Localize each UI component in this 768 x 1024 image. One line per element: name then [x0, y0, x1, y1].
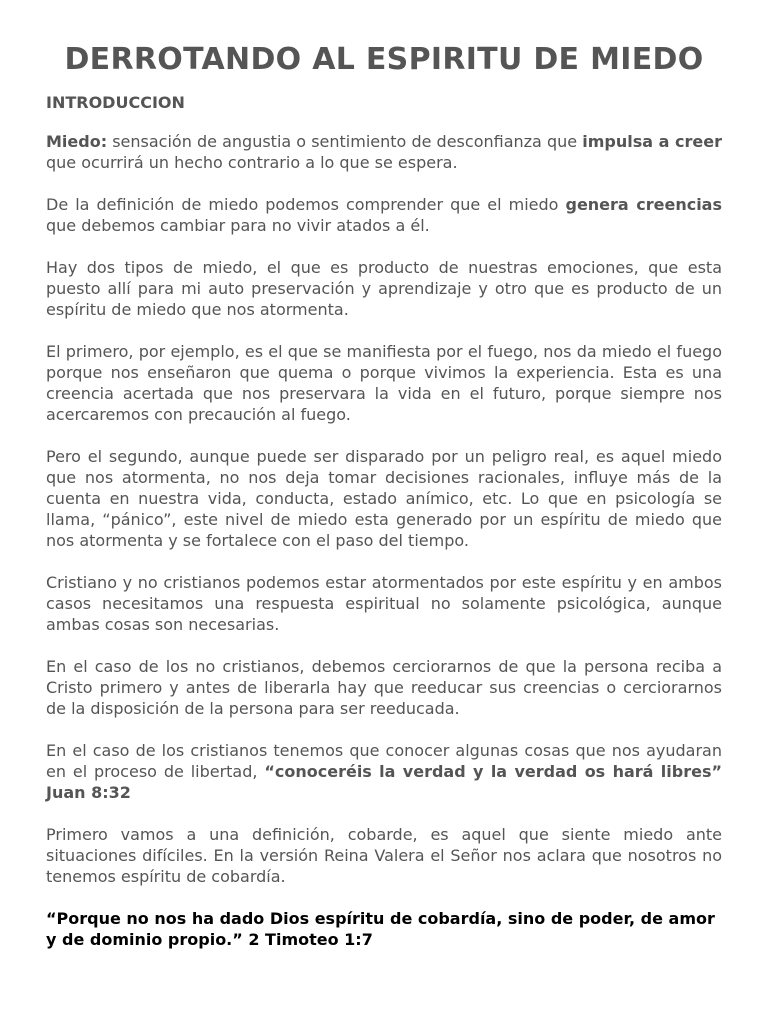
creencias-text-b: que debemos cambiar para no vivir atados a él.: [46, 216, 430, 235]
paragraph-definition: [46, 131, 722, 173]
paragraph-libertad: [46, 740, 722, 803]
paragraph-cobarde: Primero vamos a una definición, cobarde, es aquel que siente miedo ante situaciones difíciles. En la versión Reina Valera el Señor nos aclara que nosotros no tenemos espíritu de cobardía.: [46, 825, 722, 886]
creencias-text-a: De la definición de miedo podemos comprender que el miedo: [46, 195, 566, 214]
definition-text-b: que ocurrirá un hecho contrario a lo que se espera.: [46, 153, 458, 172]
term-miedo: Miedo:: [46, 132, 108, 151]
paragraph-segundo: Pero el segundo, aunque puede ser disparado por un peligro real, es aquel miedo que nos atormenta, no nos deja tomar decisiones racionales, influye más de la cuenta en nuestra vida, conducta, estado anímico, etc. Lo que en psicología se llama, “pánico”, este nivel de miedo esta generado por un espíritu de miedo que nos atormenta y se fortalece con el paso del tiempo.: [46, 447, 722, 550]
scripture-juan: “conoceréis la verdad y la verdad os hará libres” Juan 8:32: [46, 762, 722, 802]
paragraph-tipos: Hay dos tipos de miedo, el que es producto de nuestras emociones, que esta puesto allí para mi auto preservación y aprendizaje y otro que es producto de un espíritu de miedo que nos atormenta.: [46, 258, 722, 319]
document-title: DERROTANDO AL ESPIRITU DE MIEDO: [64, 42, 704, 77]
paragraph-no-cristianos: En el caso de los no cristianos, debemos cerciorarnos de que la persona reciba a Cristo primero y antes de liberarla hay que reeducar sus creencias o cerciorarnos de la disposición de la persona para ser reeducada.: [46, 657, 722, 718]
paragraph-creencias: [46, 194, 722, 236]
creencias-emphasis: genera creencias: [565, 195, 722, 214]
libertad-text-a: En el caso de los cristianos tenemos que conocer algunas cosas que nos ayudaran en el proceso de libertad,: [46, 741, 722, 781]
definition-emphasis: impulsa a creer: [582, 132, 723, 151]
definition-text-a: sensación de angustia o sentimiento de desconfianza que: [107, 132, 583, 151]
paragraph-primero: El primero, por ejemplo, es el que se manifiesta por el fuego, nos da miedo el fuego porque nos enseñaron que quema o porque vivimos la experiencia. Esta es una creencia acertada que nos preservara la vida en el futuro, porque siempre nos acercaremos con precaución al fuego.: [46, 342, 722, 424]
scripture-quote: “Porque no nos ha dado Dios espíritu de cobardía, sino de poder, de amor y de dominio propio.” 2 Timoteo 1:7: [46, 909, 715, 949]
section-heading: INTRODUCCION: [46, 93, 185, 112]
paragraph-cristianos: Cristiano y no cristianos podemos estar atormentados por este espíritu y en ambos casos necesitamos una respuesta espiritual no solamente psicológica, aunque ambas cosas son necesarias.: [46, 573, 722, 634]
